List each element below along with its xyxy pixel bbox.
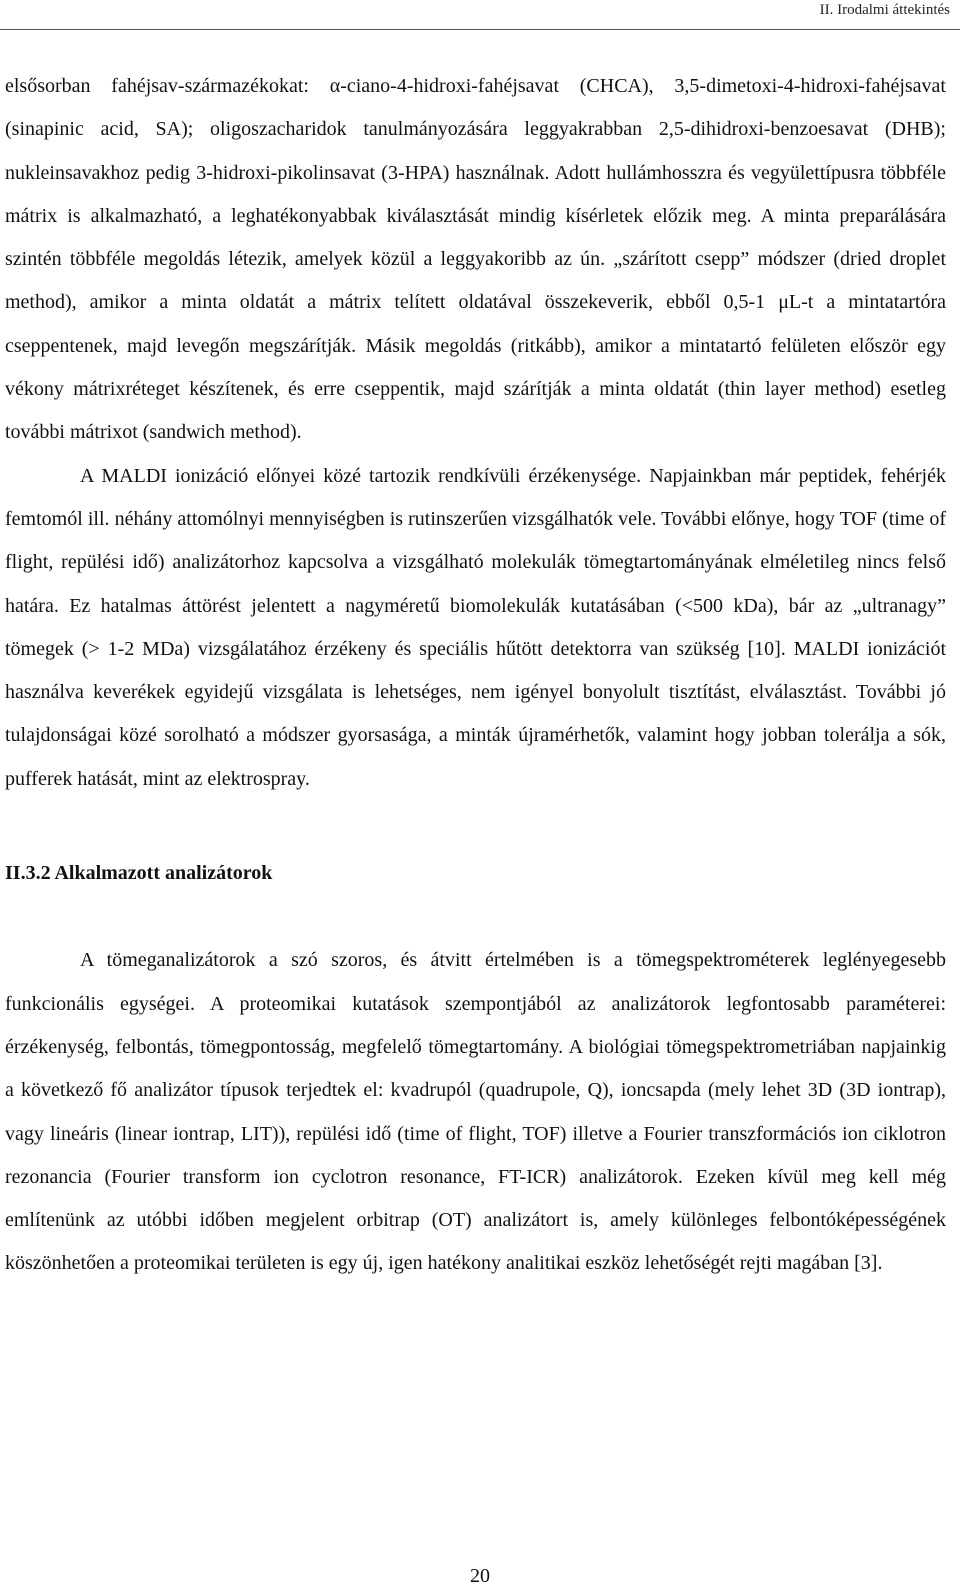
- paragraph-maldi-advantages: A MALDI ionizáció előnyei közé tartozik rendkívüli érzékenysége. Napjainkban már peptidek, fehérjék femtomól ill. néhány attomólnyi mennyiségben is rutinszerűen vizsgálhatók vele. További előnye, hogy TOF (time of flight, repülési idő) analizátorhoz kapcsolva a vizsgálható molekulák tömegtartományának elméletileg nincs felső határa. Ez hatalmas áttörést jelentett a nagyméretű biomolekulák kutatásában (<500 kDa), bár az „ultranagy” tömegek (> 1-2 MDa) vizsgálatához érzékeny és speciális hűtött detektorra van szükség [10]. MALDI ionizációt használva keverékek egyidejű vizsgálata is lehetséges, nem igényel bonyolult tisztítást, elválasztást. További jó tulajdonságai közé sorolható a módszer gyorsasága, a minták újramérhetők, valamint hogy jobban tolerálja a sók, pufferek hatását, mint az elektrospray.: [5, 464, 946, 790]
- running-title: II. Irodalmi áttekintés: [819, 2, 950, 18]
- section-heading: II.3.2 Alkalmazott analizátorok: [5, 862, 273, 885]
- paragraph-matrix-preparation: elsősorban fahéjsav-származékokat: α-ciano-4-hidroxi-fahéjsavat (CHCA), 3,5-dimetoxi-4-hidroxi-fahéjsavat (sinapinic acid, SA); oligoszacharidok tanulmányozására leggyakrabban 2,5-dihidroxi-benzoesavat (DHB); nukleinsavakhoz pedig 3-hidroxi-pikolinsavat (3-HPA) használnak. Adott hullámhosszra és vegyülettípusra többféle mátrix is alkalmazható, a leghatékonyabbak kiválasztását mindig kísérletek előzik meg. A minta preparálására szintén többféle megoldás létezik, amelyek közül a leggyakoribb az ún. „szárított csepp” módszer (dried droplet method), amikor a minta oldatát a mátrix telített oldatával összekeverik, ebből 0,5-1 μL-t a mintatartóra cseppentenek, majd levegőn megszárítják. Másik megoldás (ritkább), amikor a mintatartó felületen először egy vékony mátrixréteget készítenek, és erre cseppentik, majd szárítják a minta oldatát (thin layer method) esetleg további mátrixot (sandwich method).: [5, 75, 946, 444]
- paragraph-analyzers: A tömeganalizátorok a szó szoros, és átvitt értelmében is a tömegspektrométerek leglényegesebb funkcionális egységei. A proteomikai kutatások szempontjából az analizátorok legfontosabb paraméterei: érzékenység, felbontás, tömegpontosság, megfelelő tömegtartomány. A biológiai tömegspektrometriában napjainkig a következő fő analizátor típusok terjedtek el: kvadrupól (quadrupole, Q), ioncsapda (mely lehet 3D (3D iontrap), vagy lineáris (linear iontrap, LIT)), repülési idő (time of flight, TOF) illetve a Fourier transzformációs ion ciklotron rezonancia (Fourier transform ion cyclotron resonance, FT-ICR) analizátorok. Ezeken kívül meg kell még említenünk az utóbbi időben megjelent orbitrap (OT) analizátort is, amely különleges felbontóképességének köszönhetően a proteomikai területen is egy új, igen hatékony analitikai eszköz lehetőségét rejti magában [3].: [5, 949, 946, 1275]
- page-header: [0, 0, 960, 32]
- page-body: [5, 65, 946, 1286]
- page-number: 20: [470, 1565, 490, 1587]
- spacer: [5, 801, 946, 852]
- spacer: [5, 895, 946, 939]
- header-divider: [0, 29, 960, 30]
